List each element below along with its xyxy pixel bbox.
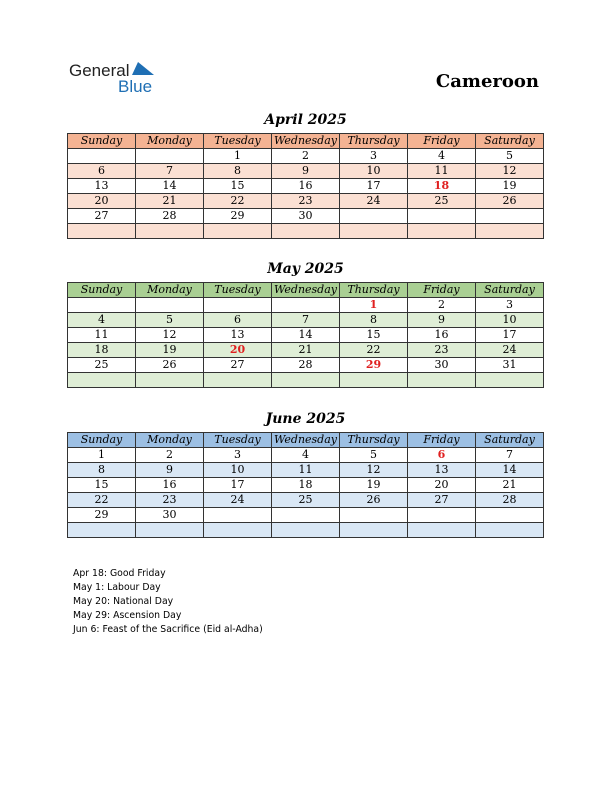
weekday-header-saturday: Saturday xyxy=(476,283,544,298)
week-row xyxy=(68,508,544,523)
weekday-header-tuesday: Tuesday xyxy=(204,283,272,298)
day-cell: 29 xyxy=(68,508,136,523)
day-cell: 30 xyxy=(272,209,340,224)
empty-day-cell xyxy=(408,373,476,388)
day-cell: 11 xyxy=(68,328,136,343)
week-row xyxy=(68,313,544,328)
day-cell: 14 xyxy=(476,463,544,478)
week-row xyxy=(68,194,544,209)
week-row xyxy=(68,328,544,343)
day-cell: 5 xyxy=(476,149,544,164)
empty-day-cell xyxy=(272,298,340,313)
day-cell: 2 xyxy=(408,298,476,313)
empty-day-cell xyxy=(204,508,272,523)
holiday-item: May 1: Labour Day xyxy=(73,582,161,593)
day-cell: 13 xyxy=(68,179,136,194)
day-cell: 8 xyxy=(68,463,136,478)
weekday-header-thursday: Thursday xyxy=(340,433,408,448)
day-cell: 17 xyxy=(476,328,544,343)
weekday-header-row xyxy=(68,283,544,298)
weekday-header-sunday: Sunday xyxy=(68,433,136,448)
day-cell: 14 xyxy=(136,179,204,194)
weekday-header-friday: Friday xyxy=(408,283,476,298)
day-cell: 25 xyxy=(272,493,340,508)
empty-day-cell xyxy=(68,298,136,313)
empty-day-cell xyxy=(408,209,476,224)
day-cell: 28 xyxy=(272,358,340,373)
day-cell: 23 xyxy=(408,343,476,358)
day-cell: 22 xyxy=(340,343,408,358)
day-cell: 3 xyxy=(340,149,408,164)
day-cell: 20 xyxy=(204,343,272,358)
empty-day-cell xyxy=(476,224,544,239)
empty-day-cell xyxy=(272,523,340,538)
weekday-header-tuesday: Tuesday xyxy=(204,134,272,149)
week-row xyxy=(68,149,544,164)
weekday-header-friday: Friday xyxy=(408,134,476,149)
weekday-header-wednesday: Wednesday xyxy=(272,283,340,298)
empty-day-cell xyxy=(204,224,272,239)
weekday-header-sunday: Sunday xyxy=(68,134,136,149)
calendar-may xyxy=(67,282,544,388)
logo-word-blue: Blue xyxy=(118,77,153,96)
weekday-header-wednesday: Wednesday xyxy=(272,433,340,448)
day-cell: 29 xyxy=(340,358,408,373)
day-cell: 15 xyxy=(68,478,136,493)
day-cell: 9 xyxy=(408,313,476,328)
week-row xyxy=(68,448,544,463)
empty-day-cell xyxy=(136,523,204,538)
empty-day-cell xyxy=(476,373,544,388)
day-cell: 6 xyxy=(68,164,136,179)
weekday-header-thursday: Thursday xyxy=(340,283,408,298)
week-row xyxy=(68,224,544,239)
day-cell: 24 xyxy=(204,493,272,508)
day-cell: 28 xyxy=(476,493,544,508)
empty-day-cell xyxy=(204,523,272,538)
empty-day-cell xyxy=(476,508,544,523)
weekday-header-row xyxy=(68,134,544,149)
empty-day-cell xyxy=(340,508,408,523)
weekday-header-thursday: Thursday xyxy=(340,134,408,149)
day-cell: 21 xyxy=(476,478,544,493)
empty-day-cell xyxy=(476,209,544,224)
day-cell: 19 xyxy=(340,478,408,493)
week-row xyxy=(68,478,544,493)
day-cell: 20 xyxy=(68,194,136,209)
holiday-item: Jun 6: Feast of the Sacrifice (Eid al-Adha) xyxy=(73,624,263,635)
holiday-item: Apr 18: Good Friday xyxy=(73,568,166,579)
day-cell: 4 xyxy=(68,313,136,328)
empty-day-cell xyxy=(68,373,136,388)
day-cell: 10 xyxy=(204,463,272,478)
day-cell: 11 xyxy=(272,463,340,478)
day-cell: 17 xyxy=(204,478,272,493)
day-cell: 30 xyxy=(408,358,476,373)
holiday-item: May 20: National Day xyxy=(73,596,174,607)
day-cell: 9 xyxy=(136,463,204,478)
day-cell: 1 xyxy=(204,149,272,164)
day-cell: 21 xyxy=(136,194,204,209)
empty-day-cell xyxy=(204,298,272,313)
weekday-header-friday: Friday xyxy=(408,433,476,448)
day-cell: 16 xyxy=(408,328,476,343)
day-cell: 20 xyxy=(408,478,476,493)
day-cell: 10 xyxy=(340,164,408,179)
weekday-header-saturday: Saturday xyxy=(476,433,544,448)
day-cell: 12 xyxy=(340,463,408,478)
weekday-header-sunday: Sunday xyxy=(68,283,136,298)
day-cell: 21 xyxy=(272,343,340,358)
empty-day-cell xyxy=(272,508,340,523)
week-row xyxy=(68,209,544,224)
day-cell: 27 xyxy=(68,209,136,224)
week-row xyxy=(68,493,544,508)
logo-triangle-icon xyxy=(132,62,154,76)
empty-day-cell xyxy=(68,149,136,164)
day-cell: 3 xyxy=(476,298,544,313)
day-cell: 22 xyxy=(68,493,136,508)
week-row xyxy=(68,373,544,388)
weekday-header-monday: Monday xyxy=(136,134,204,149)
month-title-june: June 2025 xyxy=(265,411,346,427)
day-cell: 6 xyxy=(204,313,272,328)
day-cell: 26 xyxy=(476,194,544,209)
day-cell: 8 xyxy=(204,164,272,179)
day-cell: 25 xyxy=(408,194,476,209)
day-cell: 24 xyxy=(340,194,408,209)
day-cell: 2 xyxy=(272,149,340,164)
day-cell: 19 xyxy=(476,179,544,194)
day-cell: 14 xyxy=(272,328,340,343)
day-cell: 31 xyxy=(476,358,544,373)
empty-day-cell xyxy=(136,224,204,239)
day-cell: 1 xyxy=(340,298,408,313)
calendar-april xyxy=(67,133,544,239)
day-cell: 5 xyxy=(136,313,204,328)
holiday-item: May 29: Ascension Day xyxy=(73,610,182,621)
weekday-header-monday: Monday xyxy=(136,283,204,298)
week-row xyxy=(68,523,544,538)
day-cell: 28 xyxy=(136,209,204,224)
weekday-header-saturday: Saturday xyxy=(476,134,544,149)
empty-day-cell xyxy=(340,523,408,538)
day-cell: 2 xyxy=(136,448,204,463)
month-title-may: May 2025 xyxy=(267,261,344,277)
empty-day-cell xyxy=(136,373,204,388)
day-cell: 13 xyxy=(408,463,476,478)
day-cell: 18 xyxy=(68,343,136,358)
day-cell: 6 xyxy=(408,448,476,463)
day-cell: 4 xyxy=(272,448,340,463)
empty-day-cell xyxy=(68,523,136,538)
day-cell: 18 xyxy=(272,478,340,493)
day-cell: 12 xyxy=(136,328,204,343)
day-cell: 15 xyxy=(204,179,272,194)
weekday-header-tuesday: Tuesday xyxy=(204,433,272,448)
day-cell: 17 xyxy=(340,179,408,194)
empty-day-cell xyxy=(340,373,408,388)
empty-day-cell xyxy=(68,224,136,239)
empty-day-cell xyxy=(204,373,272,388)
day-cell: 23 xyxy=(272,194,340,209)
empty-day-cell xyxy=(408,508,476,523)
empty-day-cell xyxy=(272,373,340,388)
empty-day-cell xyxy=(340,224,408,239)
day-cell: 26 xyxy=(340,493,408,508)
day-cell: 12 xyxy=(476,164,544,179)
weekday-header-wednesday: Wednesday xyxy=(272,134,340,149)
empty-day-cell xyxy=(136,149,204,164)
day-cell: 27 xyxy=(408,493,476,508)
empty-day-cell xyxy=(136,298,204,313)
empty-day-cell xyxy=(340,209,408,224)
week-row xyxy=(68,179,544,194)
day-cell: 11 xyxy=(408,164,476,179)
day-cell: 24 xyxy=(476,343,544,358)
day-cell: 18 xyxy=(408,179,476,194)
calendar-june xyxy=(67,432,544,538)
day-cell: 25 xyxy=(68,358,136,373)
day-cell: 7 xyxy=(272,313,340,328)
day-cell: 22 xyxy=(204,194,272,209)
day-cell: 15 xyxy=(340,328,408,343)
day-cell: 29 xyxy=(204,209,272,224)
day-cell: 27 xyxy=(204,358,272,373)
day-cell: 16 xyxy=(136,478,204,493)
week-row xyxy=(68,358,544,373)
week-row xyxy=(68,298,544,313)
week-row xyxy=(68,463,544,478)
day-cell: 30 xyxy=(136,508,204,523)
day-cell: 16 xyxy=(272,179,340,194)
day-cell: 23 xyxy=(136,493,204,508)
country-title: Cameroon xyxy=(435,71,539,92)
day-cell: 3 xyxy=(204,448,272,463)
day-cell: 10 xyxy=(476,313,544,328)
day-cell: 7 xyxy=(136,164,204,179)
holiday-list xyxy=(73,567,263,637)
day-cell: 8 xyxy=(340,313,408,328)
weekday-header-row xyxy=(68,433,544,448)
empty-day-cell xyxy=(408,224,476,239)
day-cell: 7 xyxy=(476,448,544,463)
generalblue-logo xyxy=(69,60,169,96)
logo-word-general: General xyxy=(69,61,130,80)
day-cell: 1 xyxy=(68,448,136,463)
day-cell: 4 xyxy=(408,149,476,164)
empty-day-cell xyxy=(408,523,476,538)
month-title-april: April 2025 xyxy=(264,112,347,128)
day-cell: 5 xyxy=(340,448,408,463)
empty-day-cell xyxy=(272,224,340,239)
day-cell: 19 xyxy=(136,343,204,358)
day-cell: 26 xyxy=(136,358,204,373)
empty-day-cell xyxy=(476,523,544,538)
week-row xyxy=(68,164,544,179)
week-row xyxy=(68,343,544,358)
weekday-header-monday: Monday xyxy=(136,433,204,448)
day-cell: 13 xyxy=(204,328,272,343)
day-cell: 9 xyxy=(272,164,340,179)
